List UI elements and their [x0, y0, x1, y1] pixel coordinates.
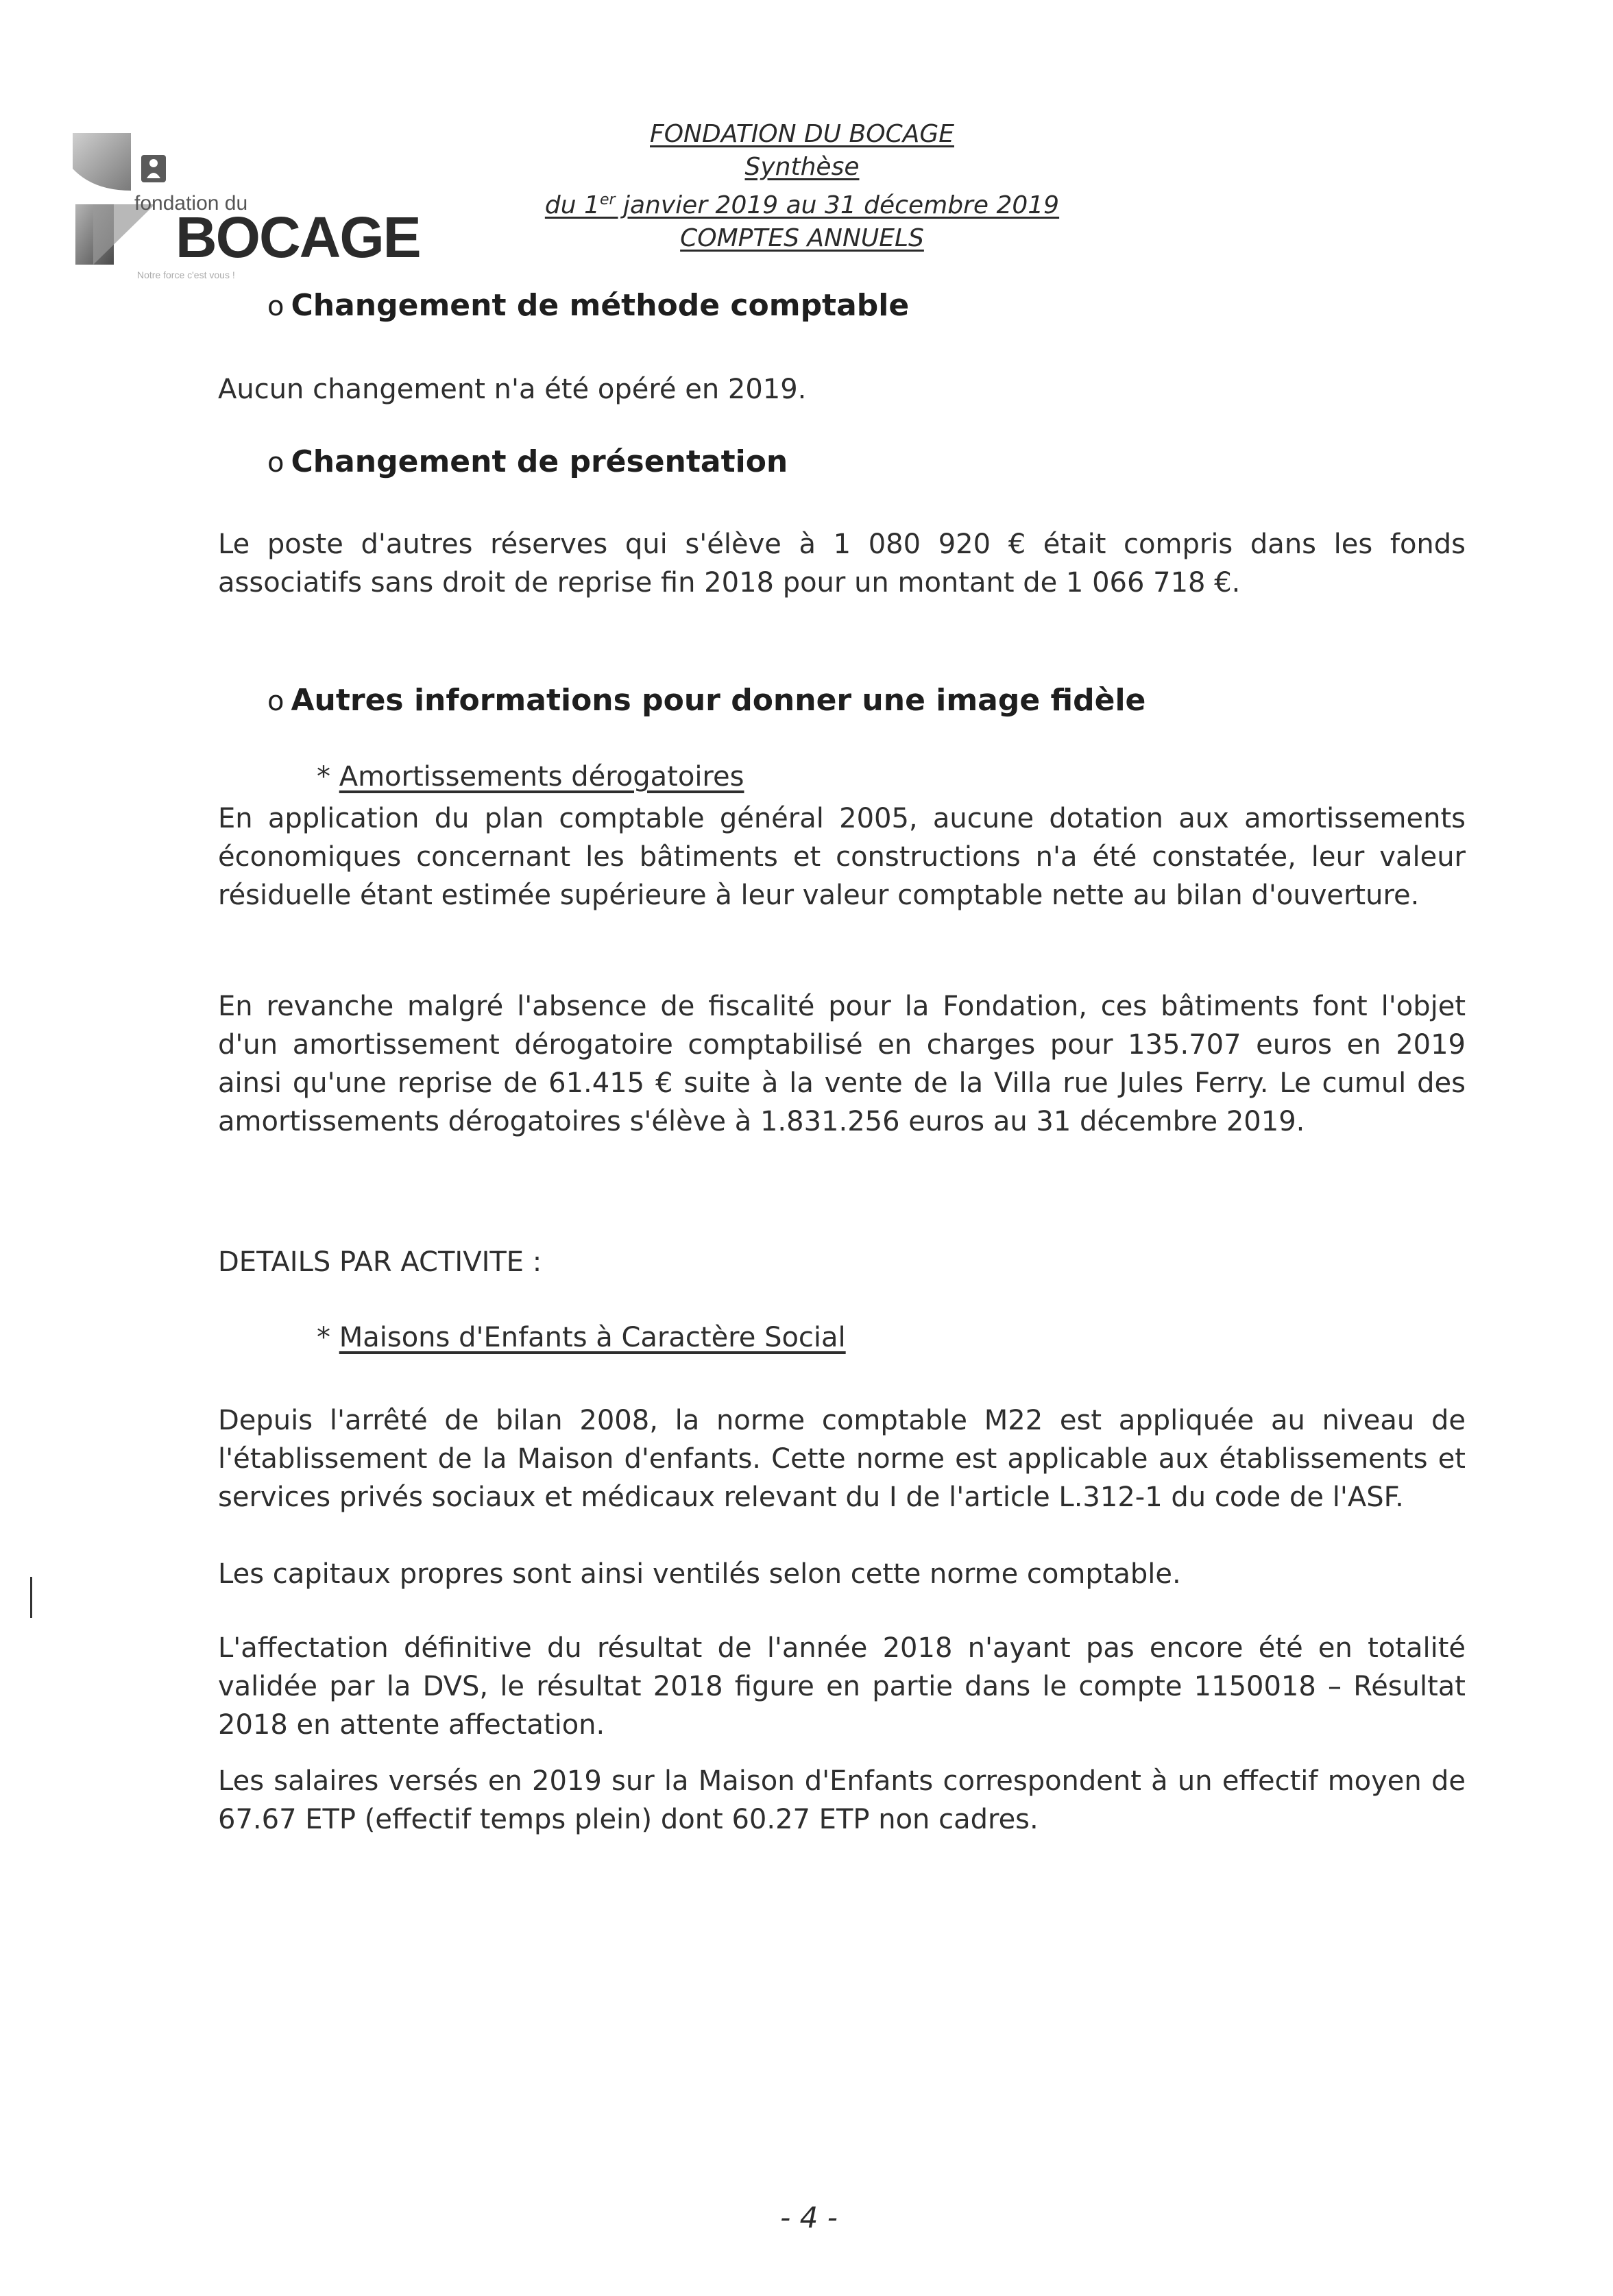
section-heading-image-fidele: o Autres informations pour donner une image fidèle — [267, 683, 1146, 718]
bullet-icon: o — [267, 447, 284, 479]
header-line-1: FONDATION DU BOCAGE — [650, 120, 954, 148]
subheading-mecs: * Maisons d'Enfants à Caractère Social — [317, 1322, 846, 1353]
logo-tagline: Notre force c'est vous ! — [137, 269, 235, 280]
document-header — [425, 118, 1179, 255]
page-number: - 4 - — [780, 2201, 838, 2234]
section-heading-methode: o Changement de méthode comptable — [267, 288, 910, 323]
paragraph-salaires: Les salaires versés en 2019 sur la Maison d'Enfants correspondent à un effectif moyen de 67.67 ETP (effectif temps plein) dont 60.27 ETP non cadres. — [218, 1765, 1466, 1835]
header-line-2: Synthèse — [744, 153, 860, 181]
paragraph-amortissements-2: En revanche malgré l'absence de fiscalité pour la Fondation, ces bâtiments font l'objet d'un amortissement dérogatoire comptabilisé en charges pour 135.707 euros en 2019 ainsi qu'une reprise de 61.415 € suite à la vente de la Villa rue Jules Ferry. Le cumul des amortissements dérogatoires s'élève à 1.831.256 euros au 31 décembre 2019. — [218, 991, 1466, 1137]
bullet-icon: o — [267, 686, 284, 717]
paragraph-methode: Aucun changement n'a été opéré en 2019. — [218, 374, 807, 405]
paragraph-amortissements-1: En application du plan comptable général 2005, aucune dotation aux amortissements économiques concernant les bâtiments et constructions n'a été constatée, leur valeur résiduelle étant estimée supérieure à leur valeur comptable nette au bilan d'ouverture. — [218, 803, 1466, 911]
fondation-logo — [66, 128, 420, 292]
logo-wordmark: BOCAGE — [175, 205, 420, 269]
paragraph-affectation: L'affectation définitive du résultat de l'année 2018 n'ayant pas encore été en totalité validée par la DVS, le résultat 2018 figure en partie dans le compte 1150018 – Résultat 2018 en attente affectation. — [218, 1632, 1466, 1741]
paragraph-presentation: Le poste d'autres réserves qui s'élève à 1 080 920 € était compris dans les fonds associatifs sans droit de reprise fin 2018 pour un montant de 1 066 718 €. — [218, 529, 1466, 599]
logo-small-text: fondation du — [134, 192, 248, 215]
margin-change-bar — [30, 1577, 32, 1618]
paragraph-capitaux: Les capitaux propres sont ainsi ventilés selon cette norme comptable. — [218, 1558, 1181, 1590]
subheading-amortissements: * Amortissements dérogatoires — [317, 761, 744, 793]
section-heading-presentation: o Changement de présentation — [267, 444, 788, 479]
paragraph-m22: Depuis l'arrêté de bilan 2008, la norme comptable M22 est appliquée au niveau de l'établissement de la Maison d'enfants. Cette norme est applicable aux établissements et services privés sociaux et médicaux relevant du I de l'article L.312-1 du code de l'ASF. — [218, 1405, 1466, 1513]
details-heading: DETAILS PAR ACTIVITE : — [218, 1246, 542, 1278]
header-line-4: COMPTES ANNUELS — [680, 224, 924, 252]
header-line-3: du 1er janvier 2019 au 31 décembre 2019 — [544, 191, 1060, 219]
bullet-icon: o — [267, 291, 284, 322]
